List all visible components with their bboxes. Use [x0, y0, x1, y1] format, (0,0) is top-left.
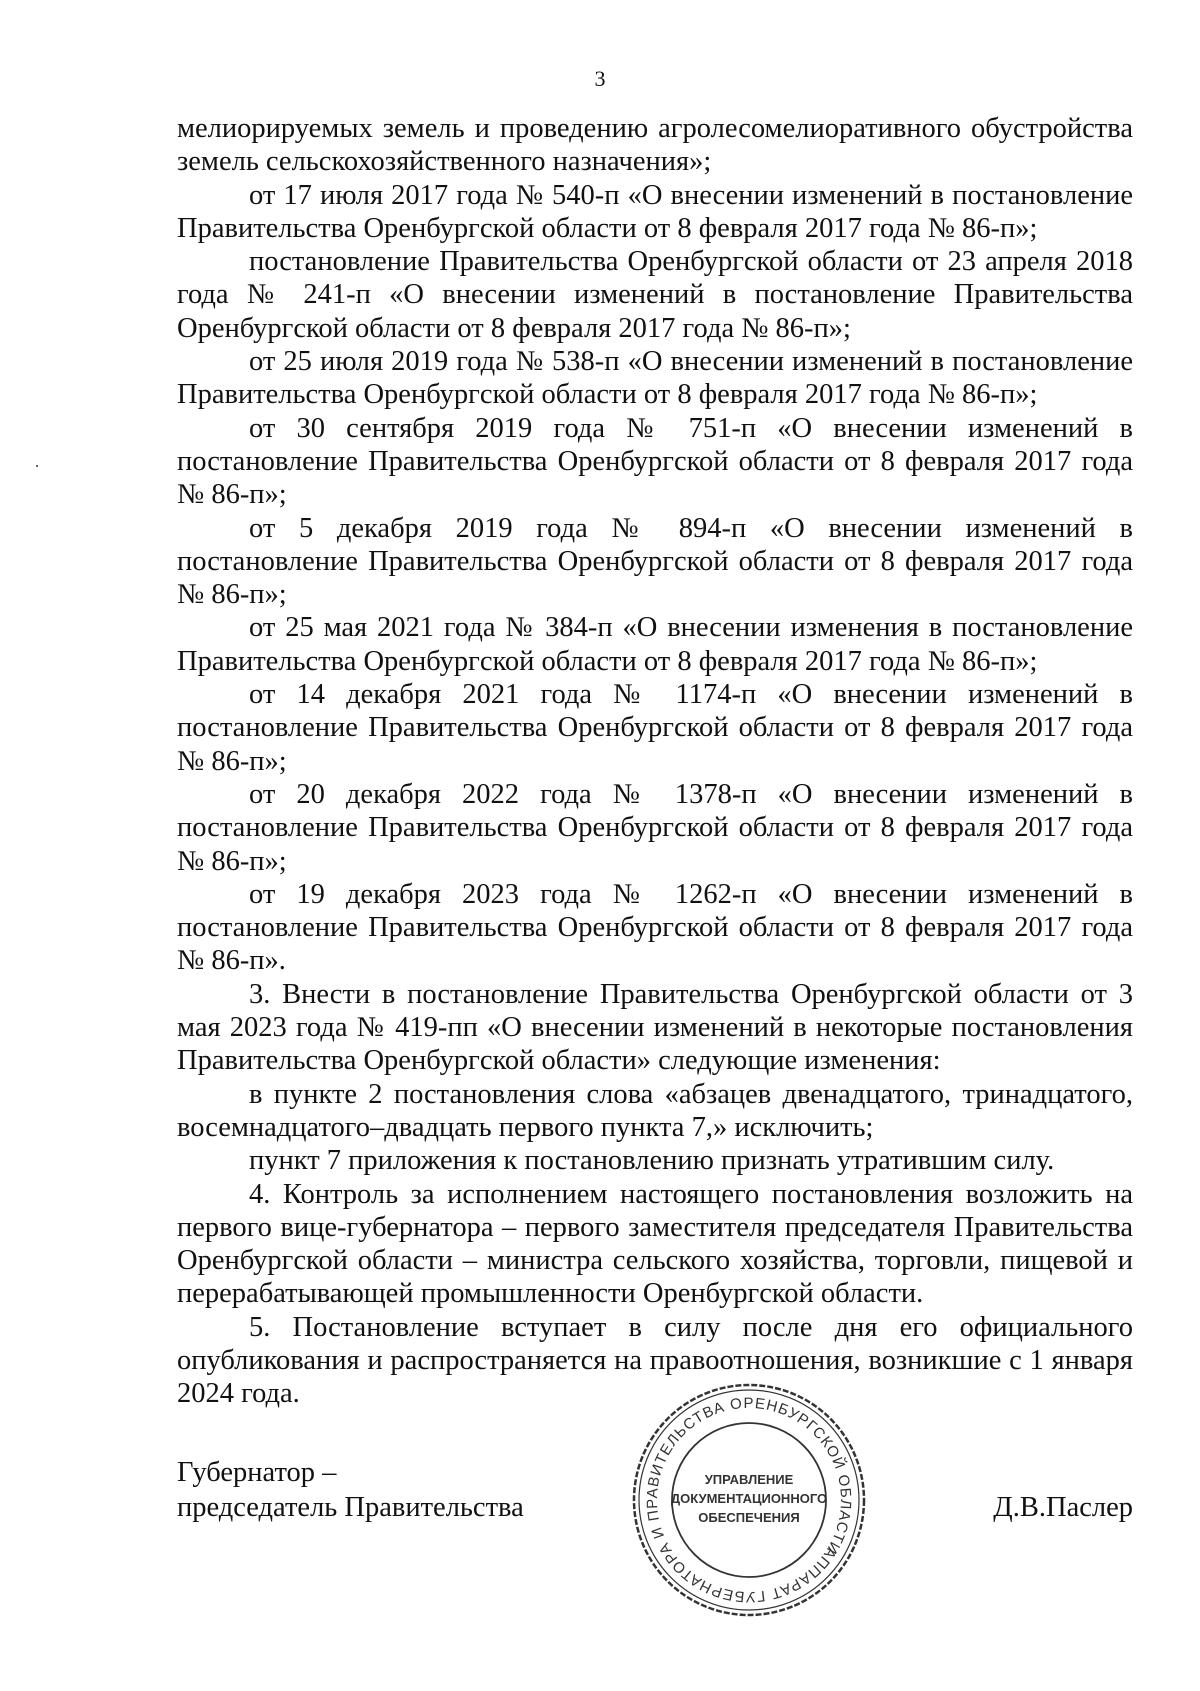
paragraph: от 17 июля 2017 года № 540-п «О внесении изменений в постановление Правительства Оренбургской области от 8 февраля 2017 года № 86-п»; [177, 179, 1133, 244]
paragraph: от 25 июля 2019 года № 538-п «О внесении изменений в постановление Правительства Оренбургской области от 8 февраля 2017 года № 86-п»; [177, 346, 1133, 411]
paragraph: от 14 декабря 2021 года № 1174-п «О внесении изменений в постановление Правительства Оренбургской области от 8 февраля 2017 года № 86-п»; [177, 679, 1133, 777]
paragraph-item-4: 4. Контроль за исполнением настоящего постановления возложить на первого вице-губернатора – первого заместителя председателя Правительства Оренбургской области – министра сельского хозяйства, торговли, пищевой и перерабатывающей промышленности Оренбургской области. [177, 1178, 1133, 1310]
signatory-title [177, 1455, 524, 1525]
stamp-outer-text: АППАРАТ ГУБЕРНАТОРА И ПРАВИТЕЛЬСТВА ОРЕНБУРГСКОЙ ОБЛАСТИ [643, 1394, 855, 1606]
paragraph: мелиорируемых земель и проведению агролесомелиоративного обустройства земель сельскохозяйственного назначения»; [177, 113, 1133, 178]
page-number: 3 [594, 66, 606, 91]
paragraph: от 30 сентября 2019 года № 751-п «О внесении изменений в постановление Правительства Оренбургской области от 8 февраля 2017 года № 86-п»; [177, 412, 1133, 511]
signatory-title-line: председатель Правительства [177, 1492, 524, 1523]
paragraph: от 5 декабря 2019 года № 894-п «О внесении изменений в постановление Правительства Оренбургской области от 8 февраля 2017 года № 86-п»; [177, 512, 1133, 611]
signatory-name: Д.В.Паслер [993, 1492, 1133, 1523]
paragraph: от 20 декабря 2022 года № 1378-п «О внесении изменений в постановление Правительства Оренбургской области от 8 февраля 2017 года № 86-п»; [177, 778, 1133, 877]
paragraph: от 19 декабря 2023 года № 1262-п «О внесении изменений в постановление Правительства Оренбургской области от 8 февраля 2017 года № 86-п». [177, 878, 1133, 977]
paragraph-item-5: 5. Постановление вступает в силу после дня его официального опубликования и распространяется на правоотношения, возникшие с 1 января 2024 года. [177, 1311, 1133, 1410]
stamp-line: ОБЕСПЕЧЕНИЯ [698, 1510, 800, 1525]
official-stamp [629, 1380, 869, 1620]
stamp-seal-icon [629, 1380, 869, 1620]
paragraph: пункт 7 приложения к постановлению признать утратившим силу. [249, 1145, 1055, 1177]
stamp-line: УПРАВЛЕНИЕ [704, 1472, 794, 1487]
paragraph-item-3: 3. Внести в постановление Правительства Оренбургской области от 3 мая 2023 года № 419-пп «О внесении изменений в некоторые постановления Правительства Оренбургской области» следующие изменения: [177, 978, 1133, 1077]
document-body [177, 112, 1133, 1411]
paragraph: в пункте 2 постановления слова «абзацев двенадцатого, тринадцатого, восемнадцатого–двадцать первого пункта 7,» исключить; [177, 1078, 1133, 1143]
paragraph: постановление Правительства Оренбургской области от 23 апреля 2018 года № 241-п «О внесении изменений в постановление Правительства Оренбургской области от 8 февраля 2017 года № 86-п»; [177, 246, 1133, 344]
paragraph: от 25 мая 2021 года № 384-п «О внесении изменения в постановление Правительства Оренбургской области от 8 февраля 2017 года № 86-п»; [177, 612, 1133, 677]
scan-speck [36, 465, 38, 467]
signatory-title-line: Губернатор – [177, 1457, 337, 1488]
stamp-line: ДОКУМЕНТАЦИОННОГО [670, 1491, 828, 1506]
